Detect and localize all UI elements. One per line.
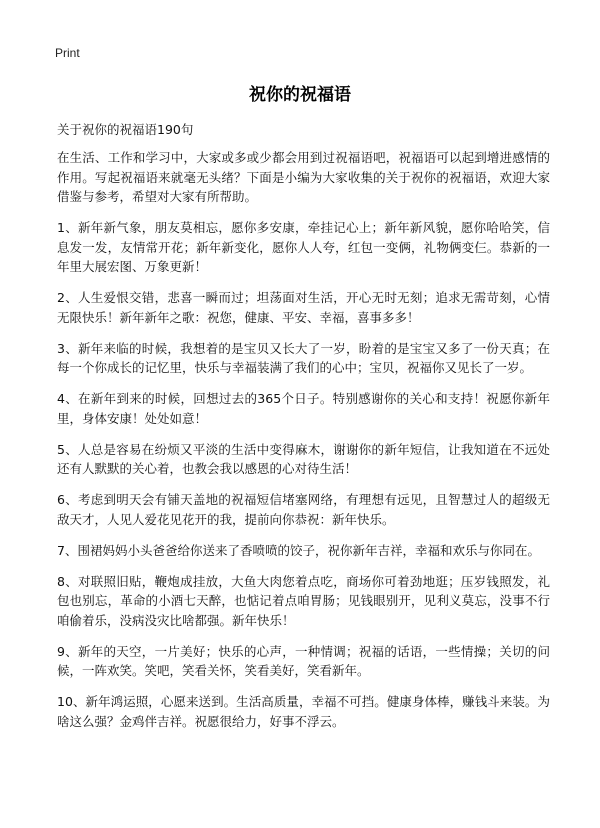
greeting-item: 9、新年的天空，一片美好；快乐的心声，一种情调；祝福的话语，一些情操；关切的问候，一阵欢笑。笑吧，笑看关怀，笑看美好，笑看新年。 [57, 643, 550, 678]
document-subtitle: 关于祝你的祝福语190句 [57, 122, 194, 137]
greeting-item: 3、新年来临的时候，我想着的是宝贝又长大了一岁，盼着的是宝宝又多了一份天真；在每一个你成长的记忆里，快乐与幸福装满了我们的心中；宝贝，祝福你又见长了一岁。 [57, 340, 550, 375]
greeting-item: 5、人总是容易在纷烦又平淡的生活中变得麻木，谢谢你的新年短信，让我知道在不远处还有人默默的关心着，也教会我以感恩的心对待生活！ [57, 441, 550, 476]
document-body [57, 148, 550, 743]
print-link[interactable]: Print [55, 46, 80, 60]
greeting-item: 10、新年鸿运照，心愿来送到。生活高质量，幸福不可挡。健康身体棒，赚钱斗来装。为啥这么强？金鸡伴吉祥。祝愿很给力，好事不浮云。 [57, 694, 550, 729]
greeting-item: 4、在新年到来的时候，回想过去的365个日子。特别感谢你的关心和支持！祝愿你新年里，身体安康！处处如意！ [57, 391, 550, 426]
intro-paragraph: 在生活、工作和学习中，大家或多或少都会用到过祝福语吧，祝福语可以起到增进感情的作用。写起祝福语来就毫无头绪？下面是小编为大家收集的关于祝你的祝福语，欢迎大家借鉴与参考，希望对大家有所帮助。 [57, 150, 550, 204]
greeting-item: 1、新年新气象，朋友莫相忘，愿你多安康，牵挂记心上；新年新风貌，愿你哈哈笑，信息发一发，友情常开花；新年新变化，愿你人人夸，红包一变俩，礼物俩变仨。恭新的一年里大展宏图、万象更新！ [57, 220, 550, 274]
greeting-item: 6、考虑到明天会有铺天盖地的祝福短信堵塞网络，有理想有远见，且智慧过人的超级无敌天才，人见人爱花见花开的我，提前向你恭祝：新年快乐。 [57, 492, 550, 527]
greeting-item: 7、围裙妈妈小头爸爸给你送来了香喷喷的饺子，祝你新年吉祥，幸福和欢乐与你同在。 [57, 542, 540, 558]
greeting-item: 8、对联照旧贴，鞭炮成挂放，大鱼大肉您着点吃，商场你可着劲地逛；压岁钱照发，礼包也别忘，革命的小酒七天醉，也惦记着点咱胃肠；见钱眼别开，见利义莫忘，没事不行咱偷着乐，没病没灾比啥都强。新年快乐！ [57, 573, 550, 628]
page-title: 祝你的祝福语 [249, 85, 351, 105]
greeting-item: 2、人生爱恨交错，悲喜一瞬而过；坦荡面对生活，开心无时无刻；追求无需苛刻，心情无限快乐！新年新年之歌：祝您，健康、平安、幸福，喜事多多！ [57, 290, 550, 325]
